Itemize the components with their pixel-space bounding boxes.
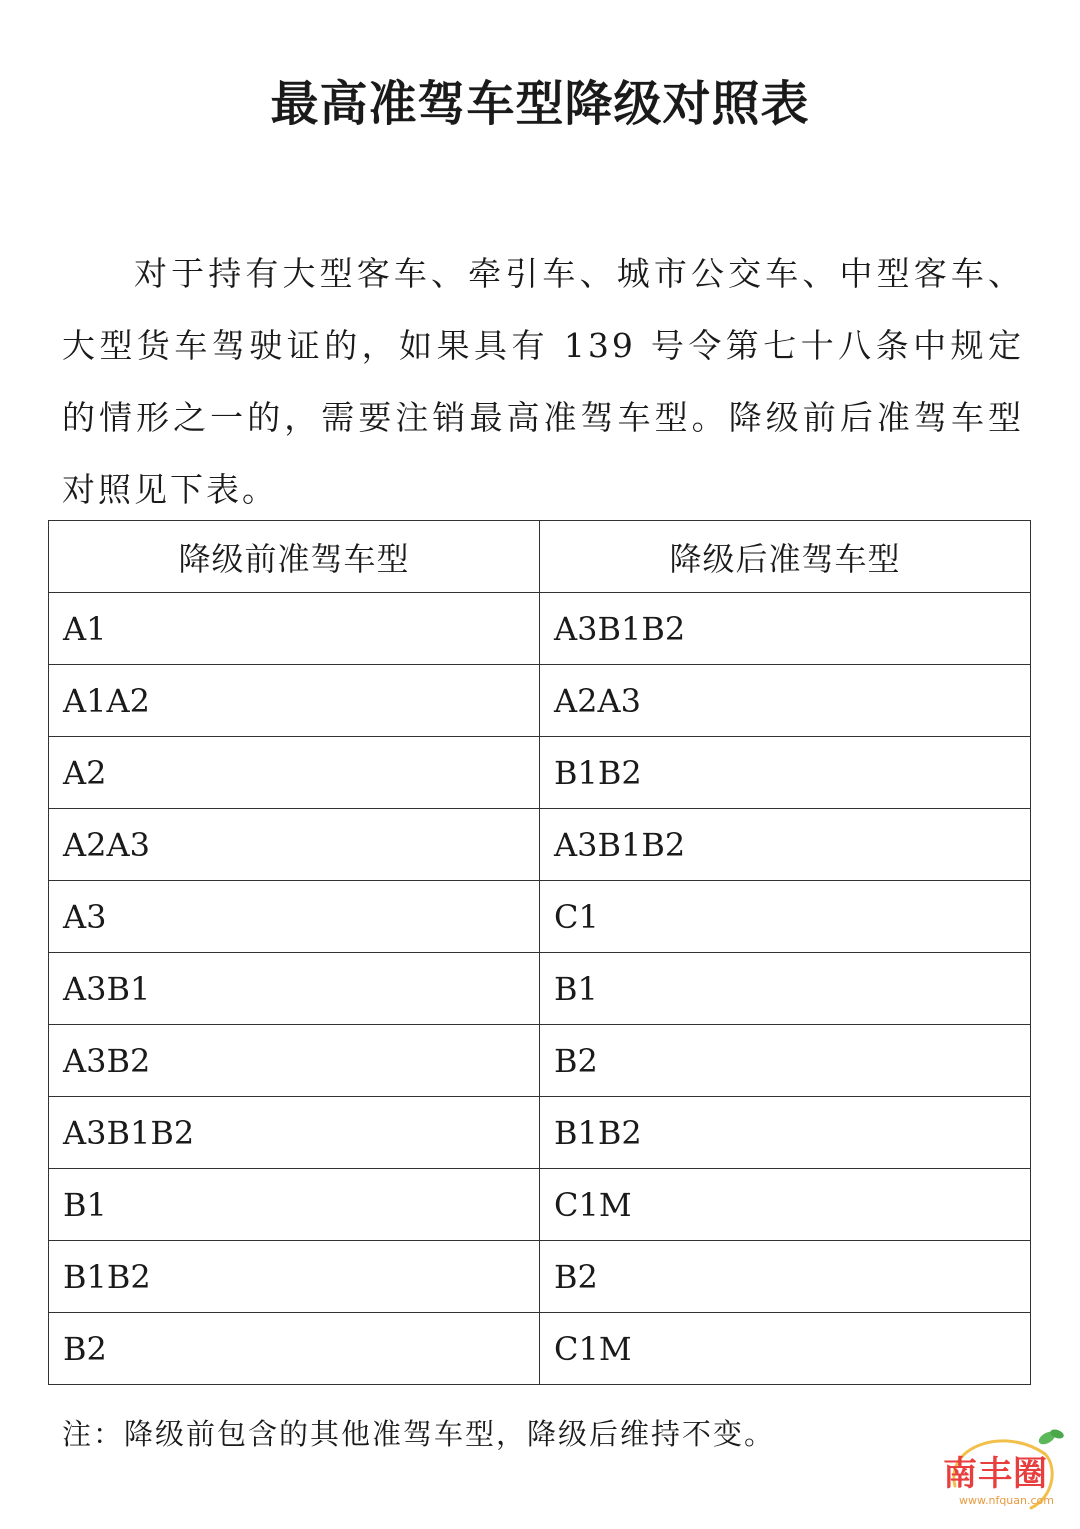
table-row [49,737,1031,809]
table-row [49,1241,1031,1313]
cell-after: B1 [540,953,1031,1025]
cell-after: B2 [540,1025,1031,1097]
table-row [49,1169,1031,1241]
table-row [49,809,1031,881]
cell-after: B2 [540,1241,1031,1313]
intro-paragraph: 对于持有大型客车、牵引车、城市公交车、中型客车、大型货车驾驶证的，如果具有 139 号令第七十八条中规定的情形之一的，需要注销最高准驾车型。降级前后准驾车型对照见下表。 [62,254,1024,509]
footnote: 注：降级前包含的其他准驾车型，降级后维持不变。 [62,1417,776,1451]
cell-before: A3 [49,881,540,953]
cell-before: A3B1 [49,953,540,1025]
watermark-logo [935,1426,1065,1516]
cell-before: A1 [49,593,540,665]
cell-before: B1 [49,1169,540,1241]
table-row [49,953,1031,1025]
cell-after: C1 [540,881,1031,953]
watermark-text: 南丰圈 [943,1454,1048,1494]
cell-after: A3B1B2 [540,593,1031,665]
cell-before: B2 [49,1313,540,1385]
header-before: 降级前准驾车型 [49,521,540,593]
cell-after: C1M [540,1313,1031,1385]
cell-before: A2 [49,737,540,809]
cell-before: B1B2 [49,1241,540,1313]
header-after: 降级后准驾车型 [540,521,1031,593]
cell-before: A2A3 [49,809,540,881]
downgrade-table [48,520,1031,1385]
cell-after: B1B2 [540,1097,1031,1169]
page-title: 最高准驾车型降级对照表 [270,76,810,132]
cell-after: A2A3 [540,665,1031,737]
table-row [49,665,1031,737]
table-row [49,593,1031,665]
cell-before: A3B2 [49,1025,540,1097]
cell-after: A3B1B2 [540,809,1031,881]
table-header-row [49,521,1031,593]
watermark-url: www.nfquan.com [959,1494,1054,1507]
cell-before: A1A2 [49,665,540,737]
cell-after: B1B2 [540,737,1031,809]
table-row [49,1313,1031,1385]
table-row [49,1097,1031,1169]
cell-after: C1M [540,1169,1031,1241]
cell-before: A3B1B2 [49,1097,540,1169]
table-row [49,881,1031,953]
table-row [49,1025,1031,1097]
